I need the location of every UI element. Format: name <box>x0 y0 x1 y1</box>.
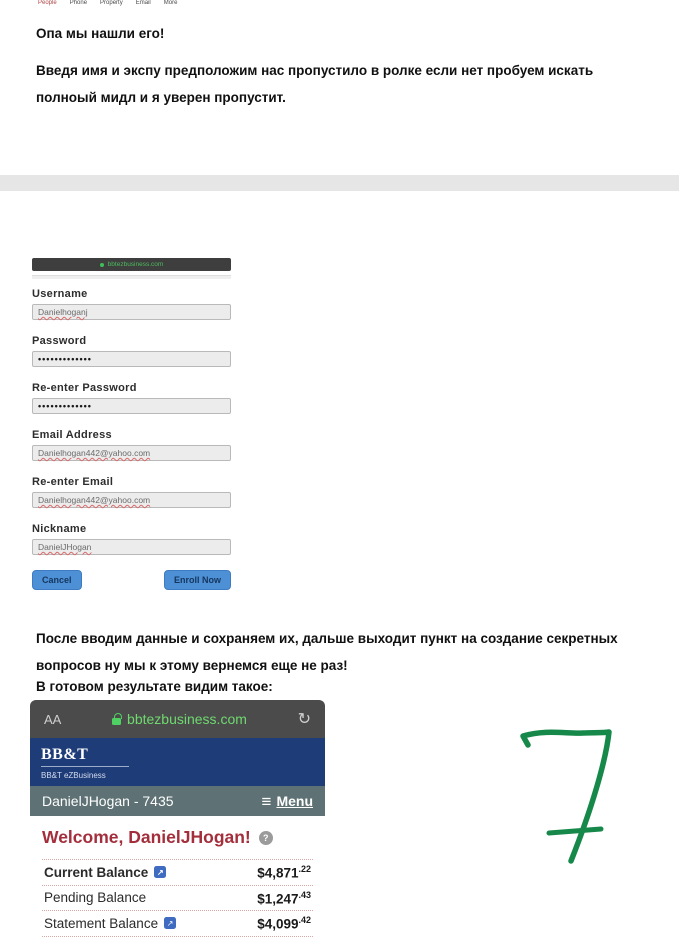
lock-icon <box>112 718 121 725</box>
safari-toolbar <box>30 700 325 738</box>
tab-people[interactable]: People <box>38 0 57 6</box>
nickname-label: Nickname <box>32 523 87 535</box>
secure-lock-icon <box>100 263 104 267</box>
nickname-field[interactable] <box>32 539 231 555</box>
doc-paragraph: Введя имя и экспу предположим нас пропустило в ролке если нет пробуем искать полноый мидл и я уверен пропустит. <box>36 63 594 105</box>
app-name: BB&T eZBusiness <box>41 771 106 780</box>
reenter-email-value: Danielhogan442@yahoo.com <box>38 495 151 505</box>
enroll-form-screenshot <box>32 258 231 590</box>
username-field[interactable] <box>32 304 231 320</box>
tab-email[interactable]: Email <box>135 0 151 6</box>
welcome-message: Welcome, DanielJHogan! <box>42 827 251 847</box>
refresh-icon[interactable]: ↻ <box>297 711 311 728</box>
balance-row-current <box>42 860 313 886</box>
hamburger-icon: ≡ <box>261 791 272 811</box>
username-value: Danielhoganj <box>38 307 88 317</box>
tab-more[interactable]: More <box>163 0 178 6</box>
doc-heading: Опа мы нашли его! <box>36 26 165 41</box>
reader-mode-button[interactable]: AA <box>44 711 62 727</box>
reenter-password-label: Re-enter Password <box>32 382 137 394</box>
balance-label: Current Balance <box>44 864 149 880</box>
reenter-email-label: Re-enter Email <box>32 476 114 488</box>
password-field[interactable] <box>32 351 231 367</box>
email-field[interactable] <box>32 445 231 461</box>
enroll-now-button[interactable]: Enroll Now <box>164 570 231 590</box>
doc-paragraph: После вводим данные и сохраняем их, дальше выходит пункт на создание секретных вопросов ну мы к этому вернемся еще не раз! <box>36 631 618 673</box>
balance-label: Pending Balance <box>44 890 147 906</box>
password-label: Password <box>32 335 87 347</box>
balance-details-icon[interactable]: ↗ <box>154 866 166 878</box>
balance-details-icon[interactable]: ↗ <box>164 917 176 929</box>
username-label: Username <box>32 288 88 300</box>
balance-row-pending <box>42 886 313 912</box>
reenter-password-value: ••••••••••••• <box>38 401 92 411</box>
email-label: Email Address <box>32 429 112 441</box>
reenter-email-field[interactable] <box>32 492 231 508</box>
cancel-button[interactable]: Cancel <box>32 570 82 590</box>
balance-label: Statement Balance <box>44 915 159 931</box>
logo-divider <box>41 766 129 767</box>
nickname-value: DanielJHogan <box>38 542 92 552</box>
browser-address-bar <box>32 258 231 271</box>
phone-banking-screenshot <box>30 700 325 932</box>
account-bar <box>30 786 325 816</box>
address-bar[interactable] <box>61 711 297 727</box>
bank-header <box>30 738 325 786</box>
section-divider <box>0 175 679 191</box>
doc-paragraph: В готовом результате видим такое: <box>36 679 273 694</box>
menu-button[interactable] <box>262 793 313 810</box>
bank-logo: BB&T <box>41 746 89 763</box>
balance-amount: $\$4,099^{.42}$ <box>257 915 311 932</box>
password-value: ••••••••••••• <box>38 354 92 364</box>
tab-property[interactable]: Property <box>100 0 123 6</box>
site-url: bbtezbusiness.com <box>127 711 247 727</box>
account-summary <box>30 816 325 937</box>
reenter-password-field[interactable] <box>32 398 231 414</box>
help-icon[interactable]: ? <box>259 831 273 845</box>
partial-toolbar <box>32 275 231 279</box>
browser-url: bbtezbusiness.com <box>107 261 164 268</box>
tab-phone[interactable]: Phone <box>69 0 88 6</box>
menu-label: Menu <box>276 793 313 809</box>
email-value: Danielhogan442@yahoo.com <box>38 448 151 458</box>
handwritten-seven-annotation <box>505 712 635 882</box>
balance-row-statement <box>42 911 313 937</box>
balance-table <box>42 859 313 937</box>
balance-amount: $\$4,871^{.22}$ <box>257 864 311 881</box>
balance-amount: $\$1,247^{.43}$ <box>257 889 311 906</box>
account-name: DanielJHogan - 7435 <box>42 793 174 809</box>
search-tabs <box>38 0 177 6</box>
